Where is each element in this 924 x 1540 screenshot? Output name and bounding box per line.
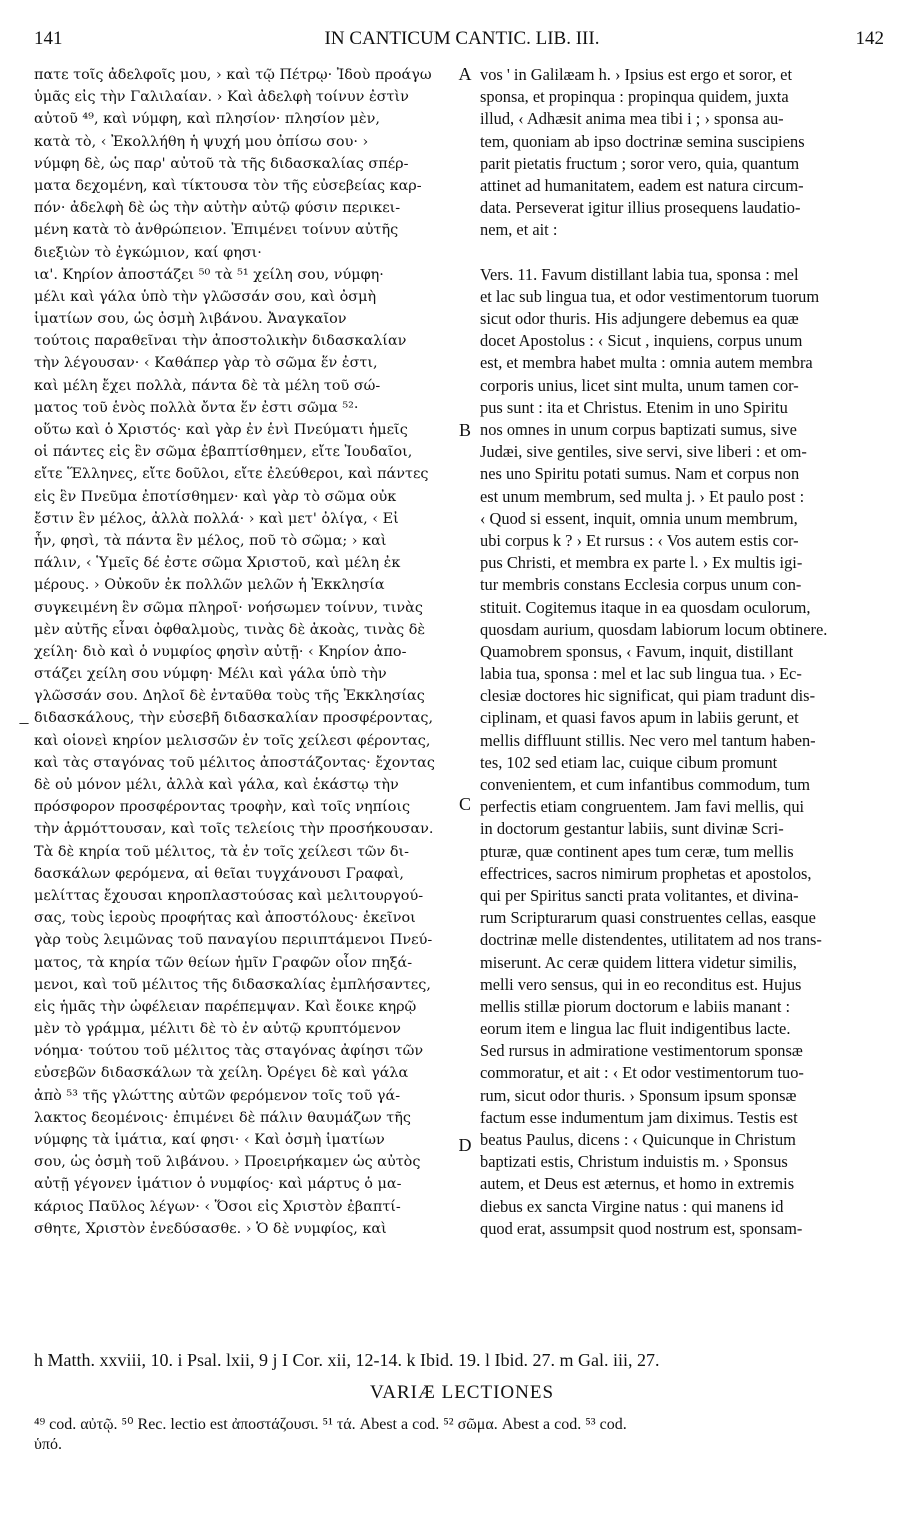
latin-text-line: eorum item e lingua lac fluit indigentibus lacte. [480, 1019, 791, 1039]
variae-lectiones-title: VARIÆ LECTIONES [369, 1382, 555, 1403]
greek-text-line: δασκάλων φερόμενα, αἱ θεῖαι τυγχάνουσι Γραφαὶ, [34, 865, 404, 882]
greek-text-line: ἱματίων σου, ὡς ὀσμὴ λιβάνου. Ἀναγκαῖον [34, 311, 347, 328]
greek-text-line: σας, τοὺς ἱεροὺς προφήτας καὶ ἀποστόλους· ἐκεῖνοι [34, 910, 416, 927]
latin-text-line: mellis stillæ piorum doctorum e labiis manant : [480, 996, 791, 1016]
latin-text-line: tem, quoniam ab ipso doctrinæ semina suscipiens [480, 131, 805, 151]
latin-text-line: attinet ad humanitatem, eadem est natura circum- [480, 175, 804, 195]
latin-text-line: est, et membra habet multa : omnia autem membra [480, 353, 813, 373]
latin-text-line [480, 242, 890, 264]
latin-text-line: nos omnes in unum corpus baptizati sumus, sive [480, 420, 797, 439]
greek-text-line: αὐτοῦ ⁴⁹, καὶ νύμφη, καὶ πλησίον· πλησίον μὲν, [34, 111, 380, 128]
running-head-title: IN CANTICUM CANTIC. LIB. III. [324, 28, 600, 49]
greek-text-line: γὰρ τοὺς λειμῶνας τοῦ παναγίου περιιπτάμενοι Πνεύ- [34, 932, 433, 949]
greek-text-line: μὲν τὸ γράμμα, μέλιτι δὲ τὸ ἐν αὐτῷ κρυπτόμενον [34, 1021, 401, 1038]
latin-text-line: et lac sub lingua tua, et odor vestimentorum tuorum [480, 286, 820, 306]
latin-text-line: autem, et Deus est æternus, et homo in extremis [480, 1174, 795, 1194]
footnote-references: h Matth. xxviii, 10. i Psal. lxii, 9 j I Cor. xii, 12-14. k Ibid. 19. l Ibid. 27. m Gal. iii, 27. [34, 1350, 660, 1370]
latin-text-line: nes uno Spiritu potati sumus. Nam et corpus non [480, 464, 800, 484]
greek-text-line: εἰς ἓν Πνεῦμα ἐποτίσθημεν· καὶ γὰρ τὸ σῶμα οὐκ [34, 488, 397, 505]
greek-text-line: σου, ὡς ὀσμὴ τοῦ λιβάνου. › Προειρήκαμεν ὡς αὐτὸς [34, 1154, 421, 1171]
greek-text-line: μένη κατὰ τὸ ἀνθρώπειον. Ἐπιμένει τοίνυν αὐτῆς [34, 222, 399, 239]
greek-text-line: αὐτῇ γέγονεν ἱμάτιον ὁ νυμφίος· καὶ μάρτυς ὁ μα- [34, 1176, 402, 1193]
latin-text-line: sponsa, et propinqua : propinqua quidem, juxta [480, 87, 789, 107]
latin-text-line: est unum membrum, sed multa j. › Et paulo post : [480, 486, 805, 506]
margin-letter-d: D [458, 1135, 472, 1155]
greek-text-line: σθητε, Χριστὸν ἐνεδύσασθε. › Ὁ δὲ νυμφίος, καὶ [34, 1220, 387, 1237]
greek-text-line: εὐσεβῶν διδασκάλων τὰ χείλη. Ὀρέγει δὲ καὶ γάλα [34, 1065, 409, 1082]
latin-text-line: ‹ Quod si essent, inquit, omnia unum membrum, [480, 508, 798, 528]
margin-letter-a: A [458, 64, 472, 84]
margin-letter-b: B [458, 420, 471, 440]
latin-text-line: effectrices, sacros nimirum prophetas et apostolos, [480, 863, 812, 883]
page-number-left: 141 [34, 28, 63, 49]
greek-text-line: πατε τοῖς ἀδελφοῖς μου, › καὶ τῷ Πέτρῳ· Ἰδοὺ προάγω [34, 67, 432, 83]
greek-text-line: συγκειμένη ἓν σῶμα πληροῖ· νοήσωμεν τοίνυν, τινὰς [34, 599, 423, 616]
latin-text-line: tur membris constans Ecclesia corpus unum con- [480, 575, 802, 595]
latin-text-line: factum esse indumentum jam diximus. Testis est [480, 1107, 798, 1127]
greek-text-line: ματος τοῦ ἑνὸς πολλὰ ὄντα ἕν ἐστι σῶμα ⁵²· [34, 399, 359, 416]
latin-text-line: pus sunt : ita et Christus. Etenim in uno Spiritu [480, 397, 788, 417]
latin-text-line: quod erat, assumpsit quod nostrum est, sponsam- [480, 1218, 803, 1238]
latin-text-line: baptizati estis, Christum induistis m. › Sponsus [480, 1152, 788, 1172]
greek-text-line: διεξιὼν τὸ ἐγκώμιον, καί φησι· [34, 244, 262, 261]
variae-lectiones-line: ὑπό. [34, 1436, 62, 1453]
greek-text-line: μὲν αὐτῆς εἶναι ὀφθαλμοὺς, τινὰς δὲ ἀκοὰς, τινὰς δὲ [34, 621, 426, 638]
greek-text-line: καὶ οἱονεὶ κηρίον μελισσῶν ἐν τοῖς χείλεσι φέροντας, [34, 732, 431, 749]
greek-column [34, 64, 454, 1240]
greek-text-line: ἀπὸ ⁵³ τῆς γλώττης αὐτῶν φερόμενον τοῖς τοῦ γά- [34, 1087, 401, 1104]
greek-text-line: ἦν, φησὶ, τὰ πάντα ἓν μέλος, ποῦ τὸ σῶμα; › καὶ [34, 532, 387, 549]
greek-text-line: τὴν λέγουσαν· ‹ Καθάπερ γὰρ τὸ σῶμα ἕν ἐστι, [34, 355, 378, 372]
latin-text-line: vos ' in Galilæam h. › Ipsius est ergo et soror, et [480, 65, 793, 84]
latin-text-line: rum Scripturarum quasi construentes cellas, easque [480, 908, 816, 928]
greek-text-line: καὶ μέλη ἔχει πολλὰ, πάντα δὲ τὰ μέλη τοῦ σώ- [34, 377, 381, 394]
greek-text-line: μενοι, καὶ τοῦ μέλιτος τῆς διδασκαλίας ἐμπλήσαντες, [34, 976, 431, 993]
latin-text-line: pturæ, quæ continent apes tum ceræ, tum mellis [480, 841, 794, 861]
greek-text-line: πάλιν, ‹ Ὑμεῖς δέ ἐστε σῶμα Χριστοῦ, καὶ μέλη ἐκ [34, 555, 401, 572]
greek-text-line: λακτος δεομένοις· ἐπιμένει δὲ πάλιν θαυμάζων τῆς [34, 1109, 411, 1126]
latin-text-line: Quamobrem sponsus, ‹ Favum, inquit, distillant [480, 641, 794, 661]
greek-text-line: νύμφη δὲ, ὡς παρ' αὐτοῦ τὰ τῆς διδασκαλίας σπέρ- [34, 155, 409, 172]
greek-text-line: εἴτε Ἕλληνες, εἴτε δοῦλοι, εἴτε ἐλεύθεροι, καὶ πάντες [34, 466, 429, 483]
margin-letter-c: C [458, 794, 471, 814]
greek-text-line: οἱ πάντες εἰς ἓν σῶμα ἐβαπτίσθημεν, εἴτε Ἰουδαῖοι, [34, 444, 413, 461]
greek-text-line: νόημα· τούτου τοῦ μέλιτος τὰς σταγόνας ἀφίησι τῶν [34, 1043, 424, 1060]
latin-text-line: ciplinam, et quasi favos apum in labiis gerunt, et [480, 708, 799, 728]
latin-text-line: quosdam aurium, quosdam labiorum locum obtinere. [480, 619, 828, 639]
greek-text-line: Τὰ δὲ κηρία τοῦ μέλιτος, τὰ ἐν τοῖς χείλεσι τῶν δι- [34, 843, 410, 860]
latin-text-line: perfectis etiam congruentem. Jam favi mellis, qui [480, 797, 805, 817]
latin-text-line: beatus Paulus, dicens : ‹ Quicunque in Christum [480, 1130, 796, 1149]
latin-text-line: parit pietatis fructum ; soror vero, quia, quantum [480, 153, 800, 173]
greek-text-line: πρόσφορον προσφέροντας τροφὴν, καὶ τοῖς νηπίοις [34, 799, 411, 816]
greek-text-line: ια'. Κηρίον ἀποστάζει ⁵⁰ τὰ ⁵¹ χείλη σου, νύμφη· [34, 266, 384, 283]
greek-text-line: καὶ τὰς σταγόνας τοῦ μέλιτος ἀποστάζοντας· ἔχοντας [34, 754, 435, 771]
latin-text-line: docet Apostolus : ‹ Sicut , inquiens, corpus unum [480, 331, 803, 351]
latin-text-line: qui per Spiritus sancti prata volitantes, et divina- [480, 885, 799, 905]
latin-text-line: miserunt. Ac ceræ quidem littera videtur similis, [480, 952, 797, 972]
latin-text-line: melli vero sensus, qui in eo reconditus est. Hujus [480, 974, 802, 994]
greek-text-line: ἔστιν ἓν μέλος, ἀλλὰ πολλά· › καὶ μετ' ὀλίγα, ‹ Εἰ [34, 510, 399, 527]
latin-text-line: Vers. 11. Favum distillant labia tua, sponsa : mel [480, 264, 799, 284]
latin-text-line: nem, et ait : [480, 220, 558, 240]
latin-text-line: illud, ‹ Adhæsit anima mea tibi i ; › sponsa au- [480, 109, 784, 129]
latin-text-line: diebus ex sancta Virgine natus : qui manens id [480, 1196, 784, 1216]
greek-text-line: δὲ οὐ μόνον μέλι, ἀλλὰ καὶ γάλα, καὶ ἑκάστῳ τὴν [34, 777, 399, 793]
page-number-right: 142 [855, 28, 884, 49]
latin-text-line: in doctorum gestantur labiis, sunt divinæ Scri- [480, 819, 784, 839]
greek-text-line: γλῶσσάν σου. Δηλοῖ δὲ ἐνταῦθα τοὺς τῆς Ἐκκλησίας [34, 688, 425, 705]
latin-text-line: labia tua, sponsa : mel et lac sub lingua tua. › Ec- [480, 664, 802, 684]
latin-text-line: mellis diffluunt stillis. Nec vero mel tantum haben- [480, 730, 816, 750]
greek-text-line: τὴν ἁρμόττουσαν, καὶ τοῖς τελείοις τὴν προσήκουσαν. [34, 821, 434, 838]
greek-text-line: μέρους. › Οὐκοῦν ἐκ πολλῶν μελῶν ἡ Ἐκκλησία [34, 577, 385, 594]
greek-text-line: κάριος Παῦλος λέγων· ‹ Ὅσοι εἰς Χριστὸν ἐβαπτί- [34, 1198, 401, 1215]
latin-text-line: pus Christi, et membra ex parte l. › Ex multis igi- [480, 553, 803, 573]
greek-text-line: στάζει χείλη σου νύμφη· Μέλι καὶ γάλα ὑπὸ τὴν [34, 666, 387, 683]
greek-text-line: ματα δεχομένη, καὶ τίκτουσα τὸν τῆς εὐσεβείας καρ- [34, 177, 422, 194]
greek-text-line: μελίττας ἔχουσαι κηροπλαστούσας καὶ μελιτουργού- [34, 887, 424, 904]
greek-text-line: κατὰ τὸ, ‹ Ἐκολλήθη ἡ ψυχή μου ὀπίσω σου· › [34, 133, 369, 150]
latin-text-line: sicut odor thuris. His adjungere debemus ea quæ [480, 309, 799, 329]
greek-text-line: διδασκάλους, τὴν εὐσεβῆ διδασκαλίαν προσφέροντας, [34, 710, 434, 727]
greek-text-line: πόν· ἀδελφὴ δὲ ὡς τὴν αὐτὴν αὐτῷ φύσιν περικει- [34, 200, 401, 217]
greek-text-line: οὕτω καὶ ὁ Χριστός· καὶ γὰρ ἐν ἑνὶ Πνεύματι ἡμεῖς [34, 422, 408, 438]
latin-text-line: convenientem, et cum infantibus commodum, tum [480, 775, 811, 794]
latin-text-line: commoratur, et ait : ‹ Et odor vestimentorum tuo- [480, 1063, 804, 1083]
latin-text-line: clesiæ doctores hic significat, qui piam tradunt dis- [480, 686, 816, 706]
latin-text-line: Sed rursus in admiratione vestimentorum sponsæ [480, 1041, 803, 1061]
variae-lectiones-line: ⁴⁹ cod. αὐτῷ. ⁵⁰ Rec. lectio est ἀποστάζουσι. ⁵¹ τά. Abest a cod. ⁵² σῶμα. Abest a cod. ⁵³ cod. [34, 1416, 627, 1433]
latin-text-line: Judæi, sive gentiles, sive servi, sive liberi : et om- [480, 442, 807, 462]
greek-text-line: ματος, τὰ κηρία τῶν θείων ἡμῖν Γραφῶν οἷον πηξά- [34, 954, 413, 971]
greek-text-line: μέλι καὶ γάλα ὑπὸ τὴν γλῶσσάν σου, καὶ ὀσμὴ [34, 288, 377, 305]
greek-text-line: χείλη· διὸ καὶ ὁ νυμφίος φησὶν αὐτῇ· ‹ Κηρίον ἀπο- [34, 643, 407, 660]
greek-text-line: τούτοις παραθεῖναι τὴν ἀποστολικὴν διδασκαλίαν [34, 333, 407, 350]
latin-text-line: corporis unius, licet sint multa, unum tamen cor- [480, 375, 799, 395]
latin-text-line: doctrinæ melle distendentes, utilitatem ad nos trans- [480, 930, 822, 950]
latin-text-line: ubi corpus k ? › Et rursus : ‹ Vos autem estis cor- [480, 530, 799, 550]
greek-text-line: νύμφης τὰ ἱμάτια, καί φησι· ‹ Καὶ ὀσμὴ ἱματίων [34, 1132, 385, 1148]
latin-text-line: data. Perseverat igitur illius prosequens laudatio- [480, 198, 801, 218]
margin-dash: – [19, 712, 29, 732]
latin-text-line: rum, sicut odor thuris. › Sponsum ipsum sponsæ [480, 1085, 797, 1105]
greek-text-line: ὑμᾶς εἰς τὴν Γαλιλαίαν. › Καὶ ἀδελφὴ τοίνυν ἐστὶν [34, 89, 409, 106]
latin-text-line: tes, 102 sed etiam lac, cuique cibum promunt [480, 752, 778, 772]
latin-text-line: stituit. Cogitemus itaque in ea quosdam oculorum, [480, 597, 811, 617]
greek-text-line: εἰς ἡμᾶς τὴν ὠφέλειαν παρέπεμψαν. Καὶ ἔοικε κηρῷ [34, 998, 417, 1015]
latin-column [480, 64, 890, 1240]
